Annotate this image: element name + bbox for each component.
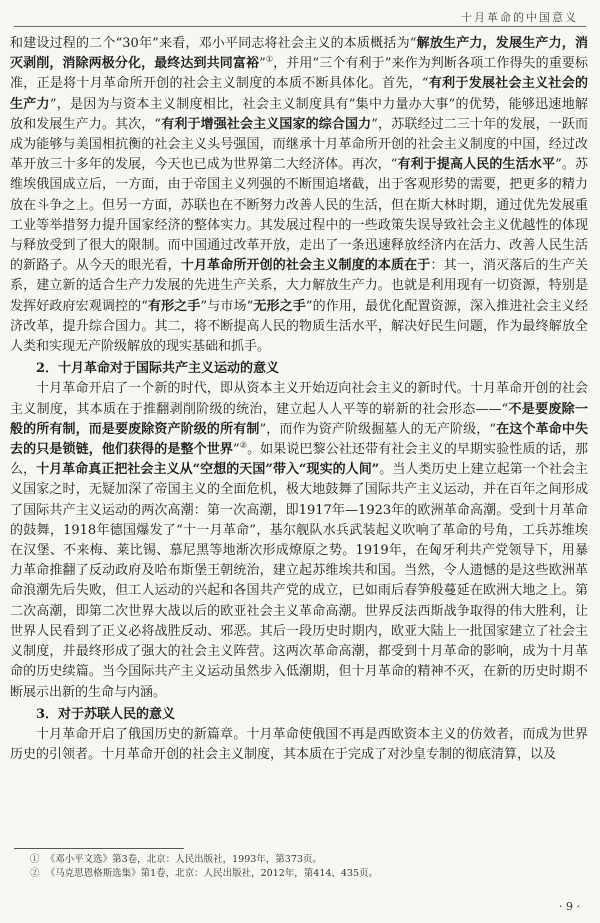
footnote-mark: ② — [30, 868, 40, 879]
paragraph — [10, 379, 588, 702]
footnote-ref[interactable]: ② — [239, 440, 248, 450]
text-run: ”，苏联经过二三十年的发展，一跃而成为能够与美国相抗衡的社会主义头号强国，而继承十月革命所开创的社会主义制度的中国，经过改革开放三十多年的发展，今天也已成为世界第二大经济体。再次，“ — [10, 116, 588, 173]
text-run: ”，而作为资产阶级掘墓人的无产阶级，“ — [259, 421, 497, 437]
page-number: · 9 · — [559, 900, 580, 913]
text-run: ”的作用，最优化配置资源，深入推进社会主义经济改革，提升综合国力。其二，将不断提高人民的物质生活水平，解决好民生问题，作为最终解放全人类和实现无产阶级解放的现实基础和抓手。 — [10, 298, 588, 355]
section-heading: 2．十月革命对于国际共产主义运动的意义 — [36, 361, 280, 377]
footnote — [14, 867, 588, 881]
text-run: 十月革命开启了一个新的时代，即从资本主义开始迈向社会主义的新时代。十月革命开创的社会主义制度，其本质在于推翻剥削阶级的统治，建立起人人平等的崭新的社会形态——“ — [10, 381, 588, 417]
emphasis-text: 有利于发展社会主义社会的生产力 — [10, 76, 588, 112]
text-run: 和建设过程的二个“30年”来看，邓小平同志将社会主义的本质概括为“ — [10, 36, 417, 51]
paragraph — [10, 34, 588, 357]
header-rule — [14, 26, 586, 27]
text-run: ” — [233, 442, 240, 458]
emphasis-text: 有形之手 — [147, 298, 201, 314]
footnote — [14, 853, 588, 867]
footnotes — [14, 848, 588, 881]
footnote-mark: ① — [30, 854, 40, 865]
emphasis-text: 无形之手 — [253, 298, 306, 314]
footnote-ref[interactable]: ① — [265, 54, 274, 64]
text-run: ”。苏维埃俄国成立后，一方面，由于帝国主义列强的不断围追堵截，出于客观形势的需要，把更多的精力放在斗争之上。但另一方面，苏联也在不断努力改善人民的生活，但在斯大林时期，通过优先发展重工业等举措努力提升国家经济的整体实力。其发展过程中的一些政策失误导致社会主义优越性的体现与释放受到了很大的限制。而中国通过改革开放，走出了一条迅速释放经济内在活力、改善人民生活的新路子。从今天的眼光看， — [10, 157, 588, 274]
body-text — [10, 34, 588, 765]
emphasis-text: 十月革命所开创的社会主义制度的本质在于 — [180, 258, 431, 274]
emphasis-text: 解放生产力，发展生产力，消灭剥削，消除两极分化，最终达到共同富裕 — [10, 36, 588, 72]
emphasis-text: 有利于提高人民的生活水平 — [397, 157, 556, 173]
footnote-rule — [14, 848, 184, 849]
text-run: ，并用“三个有利于”来作为判断各项工作得失的重要标准，正是将十月革命所开创的社会主义制度的本质不断具体化。首先，“ — [10, 56, 588, 92]
running-head: 十月革命的中国意义 — [461, 11, 578, 24]
emphasis-text: 在这个革命中失去的只是锁链，他们获得的是整个世界 — [10, 421, 588, 458]
footnote-text: 《马克思恩格斯选集》第1卷，北京：人民出版社，2012年，第414、435页。 — [45, 868, 379, 879]
emphasis-text: 不是要废除一般的所有制，而是要废除资产阶级的所有制 — [10, 401, 588, 437]
emphasis-text: 有利于增强社会主义国家的综合国力 — [161, 116, 372, 132]
emphasis-text: 十月革命真正把社会主义从“空想的天国”带入“现实的人间” — [36, 462, 380, 478]
text-run: 。当人类历史上建立起第一个社会主义国家之时，无疑加深了帝国主义的全面危机，极大地鼓舞了国际共产主义运动，并在百年之间形成了国际共产主义运动的两次高潮：第一次高潮，即1917年—1923年的欧洲革命高潮。受到十月革命的鼓舞，1918年德国爆发了“十一月革命”，基尔舰队水兵武装起义吹响了革命的号角，工兵苏维埃在汉堡、不来梅、莱比锡、慕尼黑等地渐次形成燎原之势。1919年，在匈牙利共产党领导下，用暴力革命推翻了反动政府及哈布斯堡王朝统治，建立起苏维埃共和国。当然，令人遗憾的是这些欧洲革命浪潮先后失败，但工人运动的兴起和各国共产党的成立，已如雨后春笋般蔓延在欧洲大地之上。第二次高潮，即第二次世界大战以后的欧亚社会主义革命高潮。世界反法西斯战争取得的伟大胜利，让世界人民看到了正义必将战胜反动、邪恶。其后一段历史时期内，欧亚大陆上一批国家建立了社会主义制度，并最终形成了强大的社会主义阵营。这两次革命高潮，都受到十月革命的影响，成为十月革命的历史续篇。当今国际共产主义运动虽然步入低潮期，但十月革命的精神不灭，在新的历史时期不断展示出新的生命与内涵。 — [10, 462, 588, 700]
section-heading: 3．对于苏联人民的意义 — [36, 706, 176, 722]
text-run: ”，是因为与资本主义制度相比，社会主义制度具有“集中力量办大事”的优势，能够迅速地解放和发展生产力。其次，“ — [10, 96, 588, 132]
text-run: ：其一，消灭落后的生产关系，建立新的适合生产力发展的先进生产关系，大力解放生产力。也就是利用现有一切资源，特别是发挥好政府宏观调控的“ — [10, 258, 588, 314]
text-run: ” — [259, 56, 266, 72]
footnote-text: 《邓小平文选》第3卷，北京：人民出版社，1993年，第373页。 — [45, 854, 322, 865]
page-header — [0, 0, 600, 28]
paragraph: 十月革命开启了俄国历史的新篇章。十月革命使俄国不再是西欧资本主义的仿效者，而成为世界历史的引领者。十月革命开创的社会主义制度，其本质在于完成了对沙皇专制的彻底清算，以及 — [10, 726, 588, 763]
text-run: 。如果说巴黎公社还带有社会主义的早期实验性质的话，那么， — [10, 442, 588, 478]
text-run: ”与市场“ — [200, 298, 254, 314]
